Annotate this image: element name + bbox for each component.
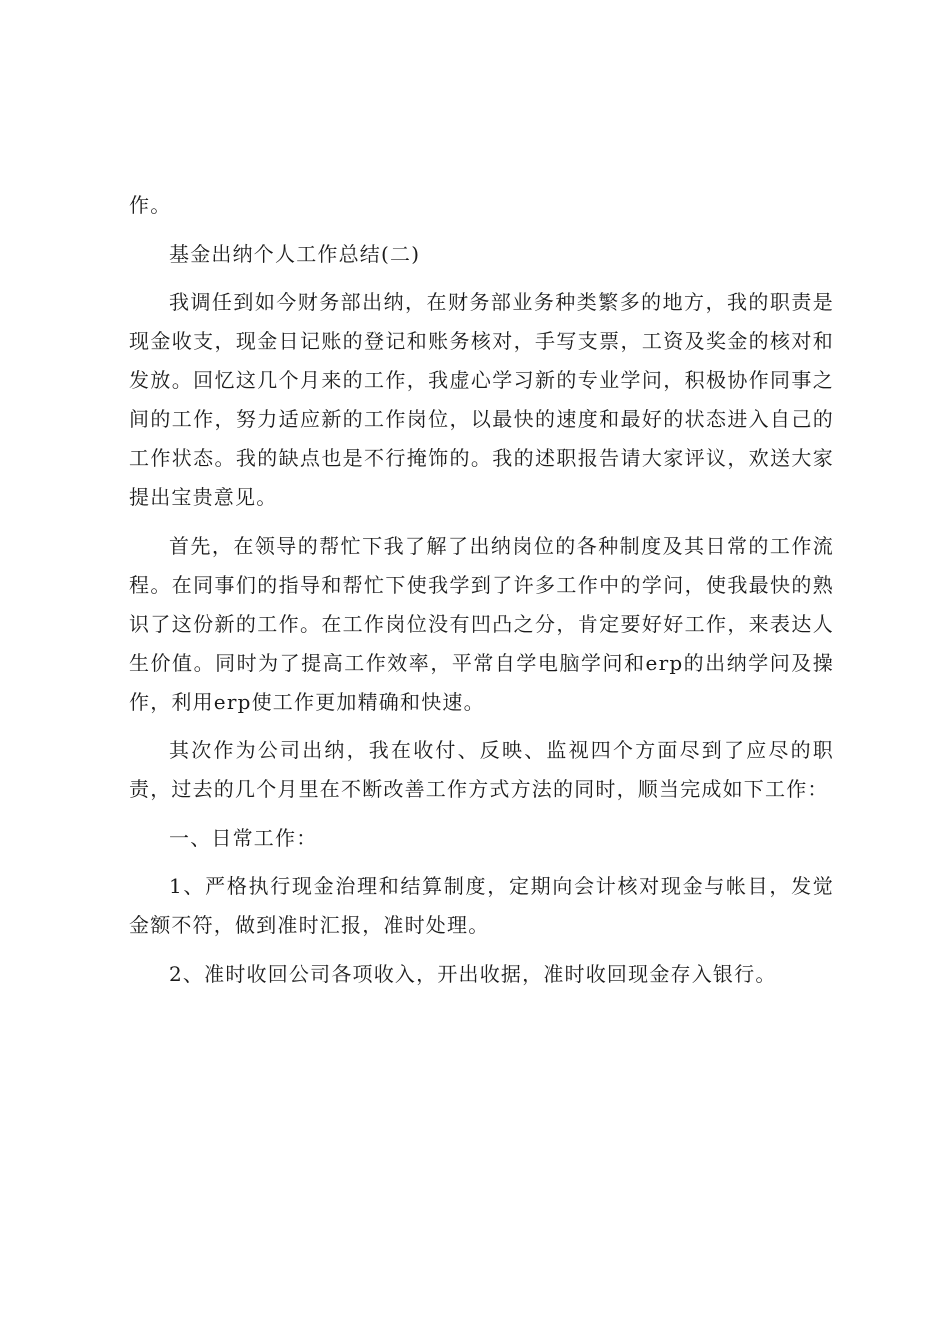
- list-item: 2、准时收回公司各项收入，开出收据，准时收回现金存入银行。: [169, 961, 777, 986]
- subheading: 一、日常工作：: [169, 825, 318, 850]
- document-body: [129, 186, 834, 1003]
- list-item: 1、严格执行现金治理和结算制度，定期向会计核对现金与帐目，发觉金额不符，做到准时汇报，准时处理。: [129, 874, 834, 937]
- section-heading: 基金出纳个人工作总结(二): [169, 241, 421, 266]
- paragraph-continuation: 作。: [129, 193, 172, 217]
- paragraph: 其次作为公司出纳，我在收付、反映、监视四个方面尽到了应尽的职责，过去的几个月里在不断改善工作方式方法的同时，顺当完成如下工作：: [129, 738, 834, 801]
- paragraph: 首先，在领导的帮忙下我了解了出纳岗位的各种制度及其日常的工作流程。在同事们的指导和帮忙下使我学到了许多工作中的学问，使我最快的熟识了这份新的工作。在工作岗位没有凹凸之分，肯定要好好工作，来表达人生价值。同时为了提高工作效率，平常自学电脑学问和erp的出纳学问及操作，利用erp使工作更加精确和快速。: [129, 533, 834, 714]
- paragraph: 我调任到如今财务部出纳，在财务部业务种类繁多的地方，我的职责是现金收支，现金日记账的登记和账务核对，手写支票，工资及奖金的核对和发放。回忆这几个月来的工作，我虚心学习新的专业学问，积极协作同事之间的工作，努力适应新的工作岗位，以最快的速度和最好的状态进入自己的工作状态。我的缺点也是不行掩饰的。我的述职报告请大家评议，欢送大家提出宝贵意见。: [129, 290, 834, 509]
